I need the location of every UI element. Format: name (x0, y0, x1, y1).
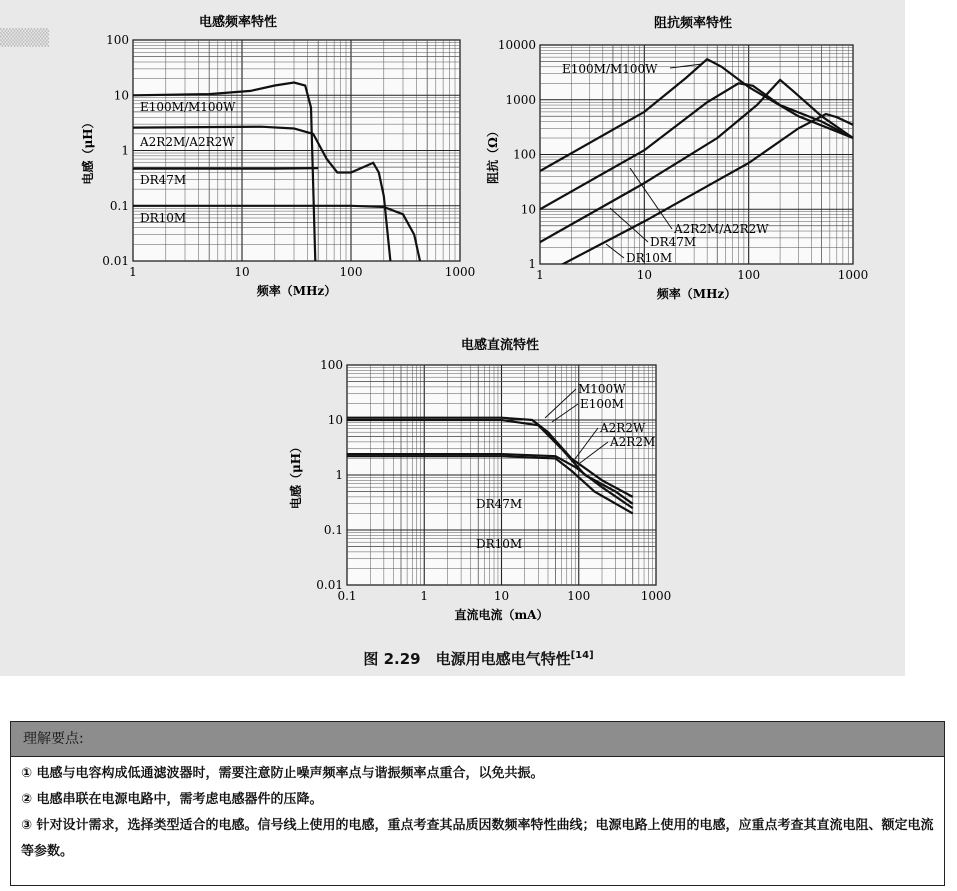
curve-label: DR10M (140, 211, 187, 225)
y-tick-label: 10000 (497, 38, 536, 52)
y-tick-label: 100 (320, 358, 343, 372)
chart-title: 电感直流特性 (460, 338, 540, 353)
x-tick-label: 1 (420, 589, 429, 603)
y-axis-label: 阻抗（Ω） (486, 125, 500, 184)
y-tick-label: 0.01 (316, 578, 343, 592)
x-tick-label: 1 (129, 265, 137, 279)
curve-label: E100M (580, 397, 624, 411)
y-tick-label: 100 (513, 147, 536, 162)
x-tick-label: 100 (737, 268, 761, 282)
curve-label: A2R2W (600, 421, 646, 435)
x-tick-label: 1000 (444, 265, 476, 279)
y-tick-label: 100 (106, 33, 129, 47)
chart-2 (485, 15, 868, 301)
chart-title: 电感频率特性 (198, 15, 278, 30)
key-point-3: ③ 针对设计需求，选择类型适合的电感。信号线上使用的电感，重点考查其品质因数频率特性曲线；电源电路上使用的电感，应重点考查其直流电阻、额定电流等参数。 (21, 818, 934, 859)
x-tick-label: 10 (493, 589, 510, 603)
curve-label: A2R2M (610, 435, 656, 449)
key-points-box (10, 721, 945, 886)
figure-caption-ref: [14] (570, 650, 594, 661)
x-tick-label: 1000 (837, 268, 869, 282)
y-tick-label: 10 (113, 88, 129, 103)
curve-label: DR10M (476, 537, 523, 551)
y-tick-label: 10 (520, 202, 536, 217)
y-tick-label: 10 (327, 413, 343, 427)
x-axis-label: 频率（MHz） (656, 287, 737, 301)
x-tick-label: 0.1 (337, 589, 357, 603)
figure-caption-text: 图 2.29 电源用电感电气特性 (363, 650, 571, 668)
curve-label: A2R2M/A2R2W (140, 135, 235, 149)
x-tick-label: 100 (339, 265, 363, 279)
x-tick-label: 10 (636, 268, 652, 282)
curve-label: E100M/M100W (140, 100, 236, 114)
key-points-heading: 理解要点: (11, 722, 944, 757)
y-tick-label: 1 (121, 143, 129, 158)
curve-label: E100M/M100W (562, 62, 658, 76)
figure-caption (0, 648, 957, 669)
y-tick-label: 1000 (505, 92, 536, 107)
x-axis-label: 直流电流（mA） (454, 608, 549, 622)
y-tick-label: 1 (528, 257, 536, 271)
bleed-through-text: ▒▒▒▒ (0, 28, 50, 47)
y-tick-label: 0.1 (109, 198, 129, 213)
chart-1 (80, 14, 475, 298)
y-tick-label: 0.1 (323, 523, 343, 537)
chart-3 (288, 337, 671, 622)
x-tick-label: 100 (567, 589, 591, 603)
curve-label: DR47M (476, 497, 523, 511)
curve-label: A2R2M/A2R2W (674, 222, 769, 236)
x-tick-label: 10 (234, 265, 250, 279)
series-line-dr47m (133, 168, 318, 169)
curve-label: DR10M (626, 251, 673, 265)
x-tick-label: 1000 (640, 589, 672, 603)
key-point-1: ① 电感与电容构成低通滤波器时，需要注意防止噪声频率点与谐振频率点重合，以免共振。 (21, 766, 544, 781)
y-axis-label: 电感（μH） (289, 440, 303, 510)
x-tick-label: 1 (536, 268, 544, 282)
y-tick-label: 0.01 (102, 254, 129, 268)
curve-label: DR47M (650, 235, 697, 249)
curve-label: DR47M (140, 173, 187, 187)
x-axis-label: 频率（MHz） (256, 284, 337, 298)
y-axis-label: 电感（μH） (81, 116, 95, 185)
chart-title: 阻抗频率特性 (653, 16, 733, 31)
y-tick-label: 1 (335, 468, 343, 482)
key-point-2: ② 电感串联在电源电路中，需考虑电感器件的压降。 (21, 792, 323, 807)
curve-label: M100W (578, 382, 626, 396)
